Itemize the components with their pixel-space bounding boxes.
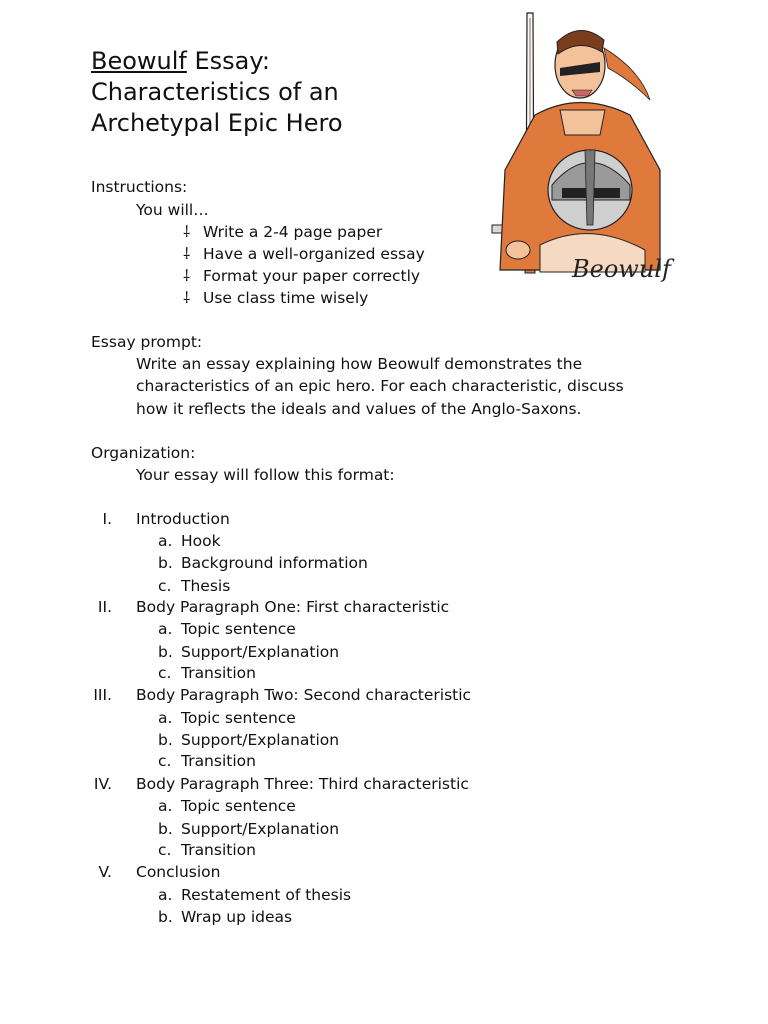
outline-item: Introduction (136, 510, 230, 528)
instructions-heading: Instructions: (91, 178, 188, 196)
instructions-lead: You will… (136, 201, 209, 219)
outline-sub-item: Support/Explanation (181, 731, 340, 749)
page-title (91, 46, 343, 139)
outline-sub-letter: c. (158, 752, 172, 770)
outline-sub-item: Topic sentence (181, 620, 296, 638)
outline-sub-item: Hook (181, 532, 221, 550)
outline-numeral: III. (93, 686, 112, 704)
dagger-icon: ⸸ (183, 245, 191, 263)
prompt-line: how it reflects the ideals and values of the Anglo-Saxons. (136, 400, 582, 418)
title-line-2: Characteristics of an (91, 78, 339, 106)
outline-sub-letter: c. (158, 841, 172, 859)
bullet-text: Have a well-organized essay (203, 245, 425, 263)
beowulf-hero-illustration (480, 10, 670, 295)
instruction-bullet (183, 221, 382, 243)
organization-lead: Your essay will follow this format: (136, 466, 395, 484)
outline-numeral: V. (98, 863, 112, 881)
bullet-text: Use class time wisely (203, 289, 369, 307)
prompt-line: Write an essay explaining how Beowulf demonstrates the (136, 355, 583, 373)
outline-sub-letter: b. (158, 908, 173, 926)
prompt-line: characteristics of an epic hero. For each characteristic, discuss (136, 377, 624, 395)
outline-sub-item: Thesis (181, 577, 231, 595)
dagger-icon: ⸸ (183, 267, 191, 285)
outline-sub-letter: a. (158, 886, 173, 904)
dagger-icon: ⸸ (183, 223, 191, 241)
outline-sub-item: Background information (181, 554, 368, 572)
title-essay: Essay: (186, 47, 270, 75)
prompt-heading: Essay prompt: (91, 333, 203, 351)
bullet-text: Format your paper correctly (203, 267, 421, 285)
organization-heading: Organization: (91, 444, 196, 462)
outline-sub-letter: a. (158, 532, 173, 550)
title-beowulf: Beowulf (91, 47, 187, 75)
outline-sub-letter: c. (158, 577, 172, 595)
title-line-3: Archetypal Epic Hero (91, 109, 343, 137)
instruction-bullet (183, 243, 425, 265)
outline-item: Body Paragraph One: First characteristic (136, 598, 450, 616)
outline-sub-item: Restatement of thesis (181, 886, 352, 904)
outline-sub-letter: a. (158, 709, 173, 727)
outline-sub-item: Transition (181, 664, 256, 682)
dagger-icon: ⸸ (183, 289, 191, 307)
outline-sub-item: Topic sentence (181, 709, 296, 727)
outline-sub-item: Topic sentence (181, 797, 296, 815)
outline-sub-item: Transition (181, 841, 256, 859)
outline-numeral: II. (97, 598, 112, 616)
outline-item: Conclusion (136, 863, 221, 881)
outline-sub-item: Support/Explanation (181, 643, 340, 661)
bullet-text: Write a 2-4 page paper (203, 223, 383, 241)
outline-sub-letter: b. (158, 731, 173, 749)
instruction-bullet (183, 265, 420, 287)
outline-sub-letter: c. (158, 664, 172, 682)
outline-sub-letter: a. (158, 620, 173, 638)
outline-sub-letter: b. (158, 554, 173, 572)
outline-sub-letter: a. (158, 797, 173, 815)
outline-sub-item: Wrap up ideas (181, 908, 293, 926)
outline-numeral: IV. (93, 775, 112, 793)
outline-numeral: I. (102, 510, 112, 528)
illustration-caption: Beowulf (572, 255, 671, 283)
outline-sub-item: Transition (181, 752, 256, 770)
outline-sub-letter: b. (158, 820, 173, 838)
outline-sub-item: Support/Explanation (181, 820, 340, 838)
outline-sub-letter: b. (158, 643, 173, 661)
outline-item: Body Paragraph Two: Second characteristic (136, 686, 472, 704)
outline-item: Body Paragraph Three: Third characteristic (136, 775, 469, 793)
instruction-bullet (183, 287, 368, 309)
